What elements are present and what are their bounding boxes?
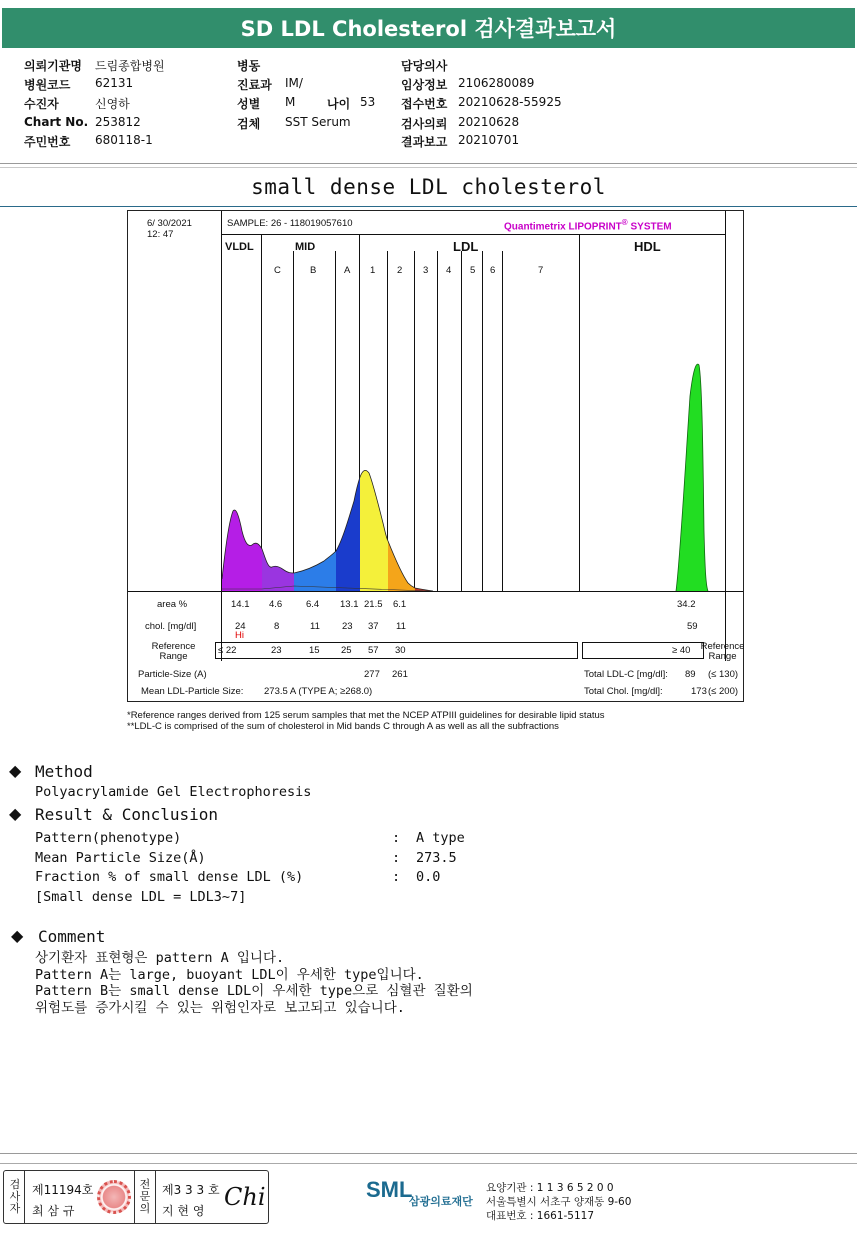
ref-value: 15: [309, 645, 320, 656]
result-label: Mean Particle Size(Å): [35, 850, 206, 866]
ref-value: 23: [271, 645, 282, 656]
result-sep: :: [392, 869, 401, 885]
info-label: 진료과: [237, 78, 272, 92]
ref-value-hdl: ≥ 40: [672, 645, 691, 656]
total-chol-value: 173: [691, 686, 707, 697]
divider: [134, 1171, 135, 1223]
info-value: 680118-1: [95, 133, 153, 147]
band-label: 1: [370, 265, 376, 276]
ref-value: 57: [368, 645, 379, 656]
band-label: 5: [470, 265, 476, 276]
chol-value: 24: [235, 621, 246, 632]
lab-info-line: 서울특별시 서초구 양재동 9-60: [486, 1196, 632, 1208]
result-value: A type: [416, 830, 465, 846]
total-ldl-ref: (≤ 130): [708, 669, 739, 680]
diamond-bullet-icon: ◆: [9, 761, 22, 780]
result-note: [Small dense LDL = LDL3~7]: [35, 889, 247, 905]
label-char: 의: [139, 1202, 151, 1215]
info-label: 접수번호: [401, 97, 448, 111]
divider: [155, 1171, 156, 1223]
mean-ldl-value: 273.5 A (TYPE A; ≥268.0): [264, 686, 373, 697]
info-value: IM/: [285, 76, 303, 90]
info-label: 병원코드: [24, 78, 71, 92]
info-value: M: [285, 95, 296, 109]
examiner-label: [8, 1179, 22, 1215]
band-label: 3: [423, 265, 429, 276]
info-value: 신영하: [95, 97, 130, 111]
comment-line: 위험도를 증가시킬 수 있는 위험인자로 보고되고 있습니다.: [35, 1000, 405, 1016]
area-value: 6.1: [393, 599, 407, 610]
report-title: SD LDL Cholesterol 검사결과보고서: [240, 17, 617, 41]
label-char: 사: [9, 1190, 21, 1203]
info-label: 주민번호: [24, 135, 71, 149]
seal-stamp-icon: [97, 1180, 131, 1214]
total-chol-label: Total Chol. [mg/dl]:: [584, 686, 663, 697]
chol-value: 8: [274, 621, 280, 632]
result-label: Pattern(phenotype): [35, 830, 182, 846]
footnote: *Reference ranges derived from 125 serum samples that met the NCEP ATPIII guidelines for desirable lipid status: [127, 710, 605, 721]
info-value: 20210701: [458, 133, 520, 147]
label-char: 검: [9, 1178, 21, 1191]
group-mid: MID: [295, 241, 316, 253]
ref-value: ≤ 22: [218, 645, 237, 656]
info-value: 드림종합병원: [95, 59, 165, 73]
label-char: 문: [139, 1190, 151, 1203]
row-label-chol: chol. [mg/dl]: [145, 621, 197, 632]
divider: [0, 163, 857, 164]
info-label: 검체: [237, 117, 261, 131]
chol-value: 23: [342, 621, 353, 632]
divider: [24, 1171, 25, 1223]
peak-vldl: [222, 510, 262, 591]
specialist-license: 제3 3 3 호: [162, 1183, 220, 1197]
ref-value: 30: [395, 645, 406, 656]
chol-value: 11: [310, 621, 320, 632]
chol-value: 37: [368, 621, 379, 632]
lab-info-line: 요양기관 : 1 1 3 6 5 2 0 0: [486, 1182, 614, 1194]
chol-value: 59: [687, 621, 698, 632]
info-value: 253812: [95, 115, 141, 129]
signature-icon: Chi: [224, 1183, 266, 1211]
particle-size: 277: [364, 669, 380, 680]
info-row: [24, 76, 70, 93]
peak-mid-a: [336, 477, 360, 591]
chart-date: 6/ 30/2021: [147, 218, 192, 229]
brand-system: SYSTEM: [630, 221, 672, 233]
chart-sample: SAMPLE: 26 - 118019057610: [227, 218, 353, 229]
method-heading: Method: [35, 762, 93, 781]
peak-mid-c: [262, 549, 294, 591]
footnote: **LDL-C is comprised of the sum of cholesterol in Mid bands C through A as well as all the subfractions: [127, 721, 559, 732]
band-label: C: [274, 265, 281, 276]
group-hdl: HDL: [634, 239, 661, 254]
chol-value: 11: [396, 621, 406, 632]
divider: [0, 206, 857, 207]
info-row: [24, 95, 59, 112]
examiner-license: 제11194호: [32, 1183, 94, 1197]
electrophoresis-trace: [128, 211, 743, 591]
result-value: 273.5: [416, 850, 457, 866]
ref-label-2: Range: [159, 651, 188, 662]
total-ldl-label: Total LDL-C [mg/dl]:: [584, 669, 668, 680]
brand-sup: ®: [621, 218, 628, 227]
info-label: 나이: [327, 97, 351, 111]
divider: [0, 167, 857, 168]
band-label: B: [310, 265, 317, 276]
area-value: 34.2: [677, 599, 696, 610]
info-label: 수진자: [24, 97, 59, 111]
info-value: 53: [360, 95, 376, 109]
peak-mid-b: [294, 551, 336, 591]
band-dividers: [222, 211, 726, 591]
ref-label-1: Reference: [151, 641, 196, 652]
comment-line: 상기환자 표현형은 pattern A 입니다.: [35, 950, 285, 966]
total-ldl-value: 89: [685, 669, 696, 680]
result-label: Fraction % of small dense LDL (%): [35, 869, 304, 885]
diamond-bullet-icon: ◆: [9, 804, 22, 823]
result-value: 0.0: [416, 869, 441, 885]
info-row: [24, 115, 88, 129]
band-label: 7: [538, 265, 544, 276]
band-label: 6: [490, 265, 496, 276]
band-label: 2: [397, 265, 403, 276]
label-char: 자: [9, 1202, 21, 1215]
comment-line: Pattern B는 small dense LDL이 우세한 type으로 심혈관 질환의: [35, 983, 473, 999]
info-row: [24, 133, 70, 150]
result-sep: :: [392, 830, 401, 846]
comment-line: Pattern A는 large, buoyant LDL이 우세한 type입니다.: [35, 967, 424, 983]
diamond-bullet-icon: ◆: [11, 926, 24, 945]
chart-time: 12: 47: [147, 229, 174, 240]
label-char: 전: [139, 1178, 151, 1191]
info-value: 20210628-55925: [458, 95, 562, 109]
ref-label-1: Reference: [700, 641, 745, 652]
sml-logo: SML: [366, 1177, 413, 1202]
lab-name: 삼광의료재단: [409, 1195, 473, 1208]
lipoprint-chart: [127, 210, 744, 702]
group-ldl: LDL: [453, 239, 479, 254]
info-label: 병동: [237, 59, 261, 73]
row-label-area: area %: [157, 599, 188, 610]
info-label: Chart No.: [24, 115, 89, 129]
info-label: 성별: [237, 97, 261, 111]
lab-info-line: 대표번호 : 1661-5117: [486, 1210, 595, 1222]
info-label: 임상정보: [401, 78, 448, 92]
info-label: 의뢰기관명: [24, 59, 82, 73]
divider: [0, 1153, 857, 1154]
info-value: SST Serum: [285, 115, 351, 129]
row-label-ref: [151, 642, 196, 662]
report-header: [2, 8, 855, 48]
mean-ldl-label: Mean LDL-Particle Size:: [141, 686, 244, 697]
divider: [0, 1163, 857, 1164]
area-value: 21.5: [364, 599, 383, 610]
specialist-label: [138, 1179, 152, 1215]
info-label: 결과보고: [401, 135, 448, 149]
row-label-ref-right: [700, 642, 745, 662]
area-value: 6.4: [306, 599, 320, 610]
particle-size: 261: [392, 669, 408, 680]
group-vldl: VLDL: [225, 241, 254, 253]
area-value: 13.1: [340, 599, 359, 610]
total-chol-ref: (≤ 200): [708, 686, 739, 697]
info-value: 2106280089: [458, 76, 535, 90]
info-value: 62131: [95, 76, 134, 90]
section-title: small dense LDL cholesterol: [251, 175, 606, 199]
band-label: A: [344, 265, 351, 276]
band-label: 4: [446, 265, 452, 276]
area-value: 14.1: [231, 599, 250, 610]
method-text: Polyacrylamide Gel Electrophoresis: [35, 784, 312, 800]
examiner-name: 최 삼 규: [32, 1204, 75, 1218]
signature-box: [3, 1170, 269, 1224]
specialist-name: 지 현 영: [162, 1204, 205, 1218]
info-row: [24, 57, 82, 74]
info-label: 담당의사: [401, 59, 448, 73]
peak-ldl2: [388, 541, 415, 591]
info-value: 20210628: [458, 115, 520, 129]
info-label: 검사의뢰: [401, 117, 448, 131]
ref-label-2: Range: [708, 651, 737, 662]
particle-size-label: Particle-Size (A): [138, 669, 207, 680]
chol-flag: Hi: [235, 630, 244, 641]
brand-name: Quantimetrix LIPOPRINT: [504, 221, 622, 233]
result-sep: :: [392, 850, 401, 866]
ref-value: 25: [341, 645, 352, 656]
comment-heading: Comment: [38, 927, 106, 946]
result-heading: Result & Conclusion: [35, 805, 219, 824]
area-value: 4.6: [269, 599, 283, 610]
